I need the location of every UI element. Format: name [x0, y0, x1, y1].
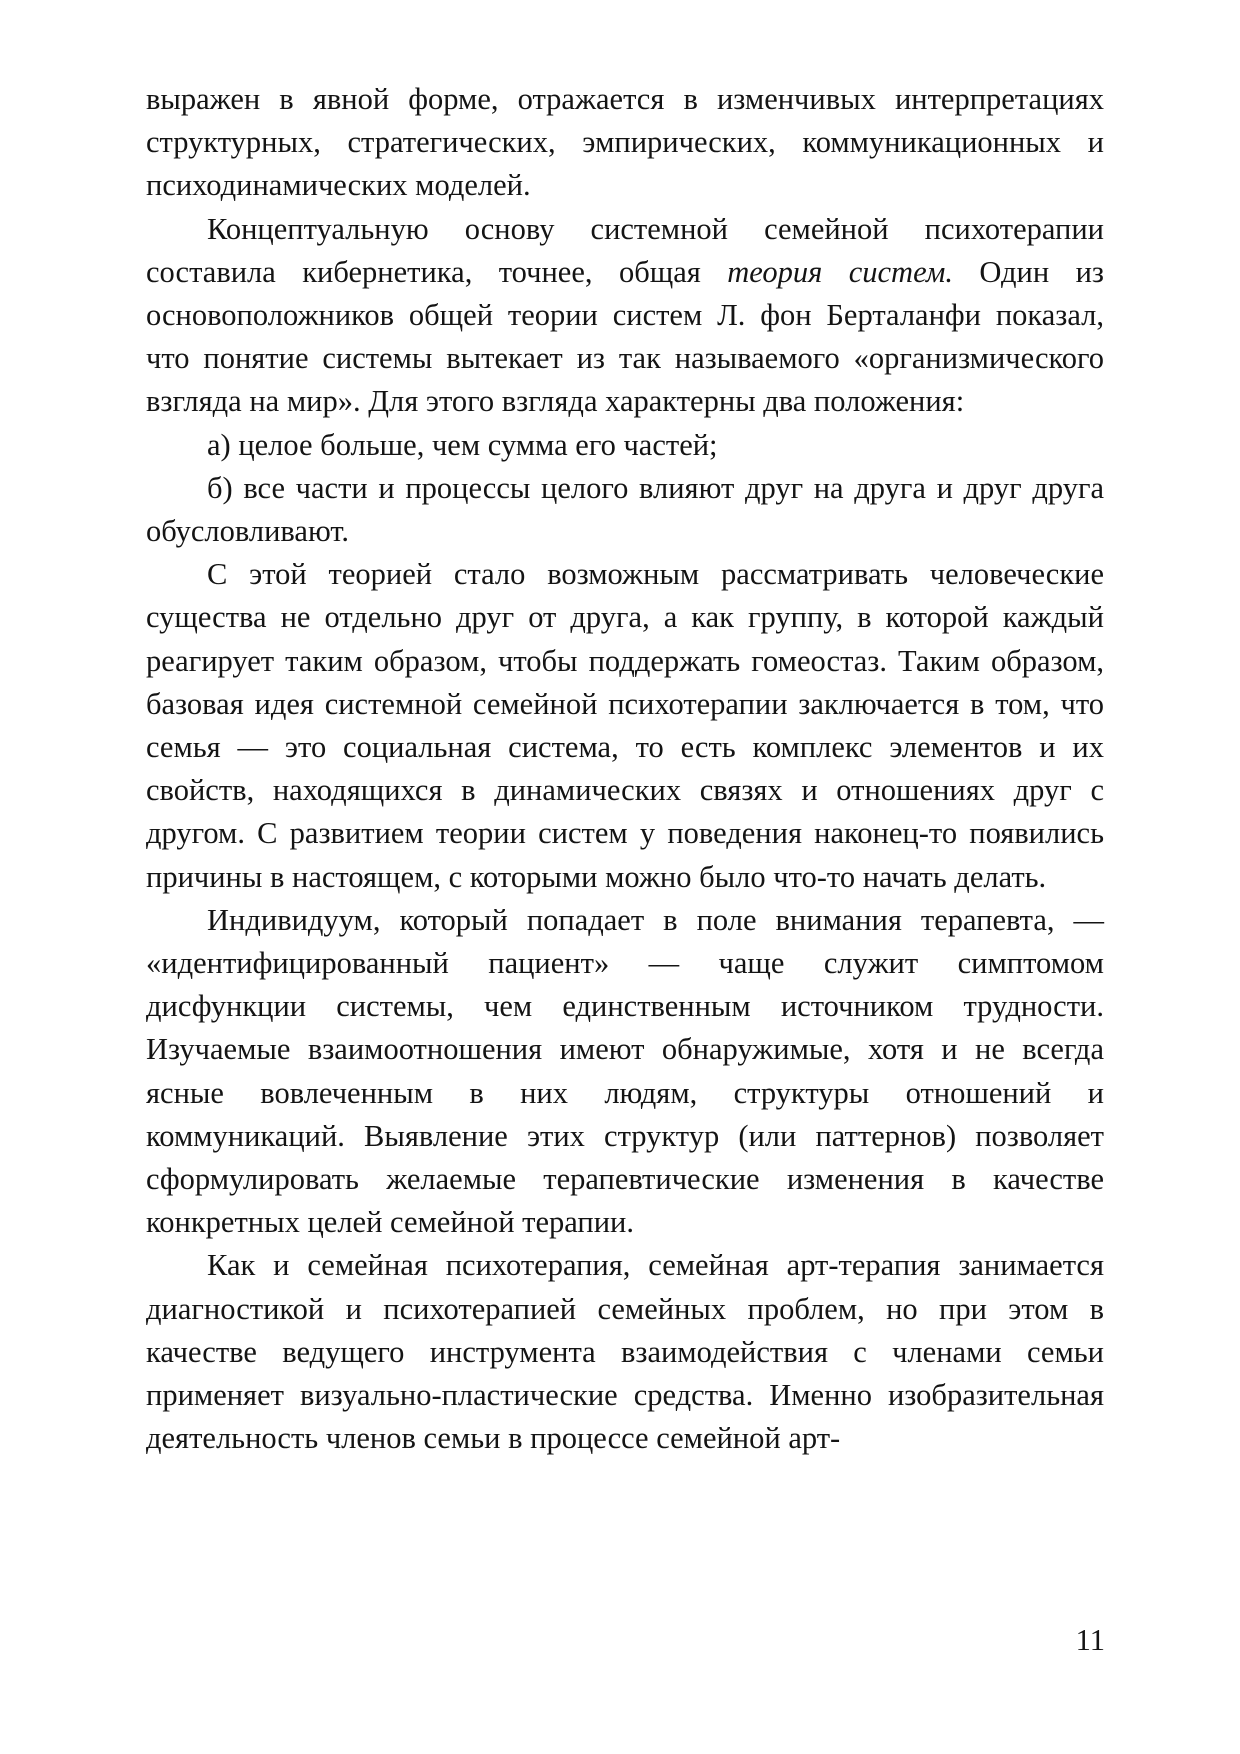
paragraph-systems-theory-lead: Концептуальную основу системной семейной психотерапии составила кибернетика, точнее, общая	[146, 211, 1104, 289]
paragraph-homeostasis: С этой теорией стало возможным рассматривать человеческие существа не отдельно друг от друга, а как группу, в которой каждый реагирует таким образом, чтобы поддержать гомеостаз. Таким образом, базовая идея системной семейной психотерапии заключается в том, что семья — это социальная система, то есть комплекс элементов и их свойств, находящихся в динамических связях и отношениях друг с другом. С развитием теории систем у поведения наконец-то появились причины в настоящем, с которыми можно было что-то начать делать.	[146, 557, 1104, 894]
paragraph-continuation: выражен в явной форме, отражается в изменчивых интерпретациях структурных, стратегических, эмпирических, коммуникационных и психодинамических моделей.	[146, 82, 1104, 203]
page-number: 11	[1075, 1623, 1105, 1657]
term-systems-theory: теория систем.	[727, 254, 953, 289]
paragraph-systems-theory	[146, 208, 1104, 424]
paragraph-identified-patient: Индивидуум, который попадает в поле внимания терапевта, — «идентифицированный пациент» — чаще служит симптомом дисфункции системы, чем единственным источником трудности. Изучаемые взаимоотношения имеют обнаружимые, хотя и не всегда ясные вовлеченным в них людям, структуры отношений и коммуникаций. Выявление этих структур (или паттернов) позволяет сформулировать желаемые терапевтические изменения в качестве конкретных целей семейной терапии.	[146, 902, 1104, 1240]
body-text	[146, 78, 1104, 1461]
paragraph-family-art-therapy: Как и семейная психотерапия, семейная арт-терапия занимается диагностикой и психотерапией семейных проблем, но при этом в качестве ведущего инструмента взаимодействия с членами семьи применяет визуально-пластические средства. Именно изобразительная деятельность членов семьи в процессе семейной арт-	[146, 1248, 1104, 1456]
list-item-b: б) все части и процессы целого влияют друг на друга и друг друга обусловливают.	[146, 470, 1104, 549]
paragraph-systems-theory-rest: Один из основоположников общей теории систем Л. фон Берталанфи показал, что понятие системы вытекает из так называемого «организмического взгляда на мир». Для этого взгляда характерны два положения:	[146, 254, 1104, 419]
list-item-a: а) целое больше, чем сумма его частей;	[207, 427, 718, 462]
